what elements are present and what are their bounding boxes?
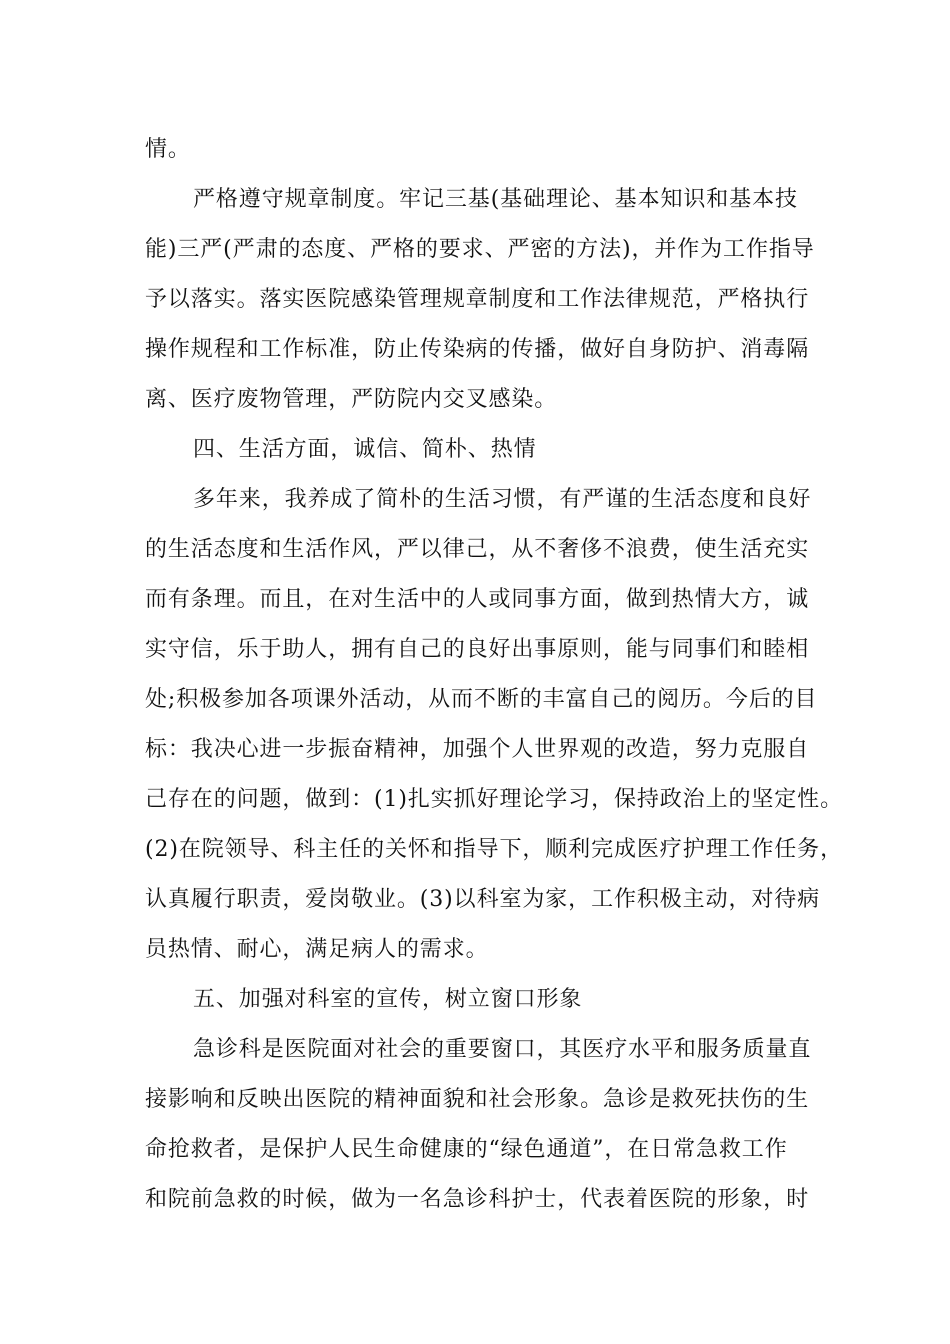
text-line: 实守信，乐于助人，拥有自己的良好出事原则，能与同事们和睦相 [145,637,810,662]
text-line: 命抢救者，是保护人民生命健康的“绿色通道”，在日常急救工作 [145,1137,788,1162]
section-heading: 四、生活方面，诚信、简朴、热情 [193,437,537,462]
paragraph-start-line: 严格遵守规章制度。牢记三基(基础理论、基本知识和基本技 [193,187,798,212]
text-line: 己存在的问题，做到：(1)扎实抓好理论学习，保持政治上的坚定性。 [145,787,843,812]
text-line: 的生活态度和生活作风，严以律己，从不奢侈不浪费，使生活充实 [145,537,810,562]
text-line: 离、医疗废物管理，严防院内交叉感染。 [145,387,558,412]
text-line: 处;积极参加各项课外活动，从而不断的丰富自己的阅历。今后的目 [145,687,818,712]
text-line: 标：我决心进一步振奋精神，加强个人世界观的改造，努力克服自 [145,737,810,762]
text-line: 能)三严(严肃的态度、严格的要求、严密的方法)，并作为工作指导 [145,237,815,262]
text-line: 员热情、耐心，满足病人的需求。 [145,937,489,962]
text-line: 操作规程和工作标准，防止传染病的传播，做好自身防护、消毒隔 [145,337,810,362]
text-line: 接影响和反映出医院的精神面貌和社会形象。急诊是救死扶伤的生 [145,1087,810,1112]
text-line: 认真履行职责，爱岗敬业。(3)以科室为家，工作积极主动，对待病 [145,887,821,912]
text-line: (2)在院领导、科主任的关怀和指导下，顺利完成医疗护理工作任务， [145,837,843,862]
text-line: 予以落实。落实医院感染管理规章制度和工作法律规范，严格执行 [145,287,810,312]
text-line: 而有条理。而且，在对生活中的人或同事方面，做到热情大方，诚 [145,587,810,612]
paragraph-start-line: 多年来，我养成了简朴的生活习惯，有严谨的生活态度和良好 [193,487,812,512]
text-line: 情。 [145,137,191,162]
text-line: 和院前急救的时候，做为一名急诊科护士，代表着医院的形象，时 [145,1187,810,1212]
section-heading: 五、加强对科室的宣传，树立窗口形象 [193,987,583,1012]
paragraph-start-line: 急诊科是医院面对社会的重要窗口，其医疗水平和服务质量直 [193,1037,812,1062]
